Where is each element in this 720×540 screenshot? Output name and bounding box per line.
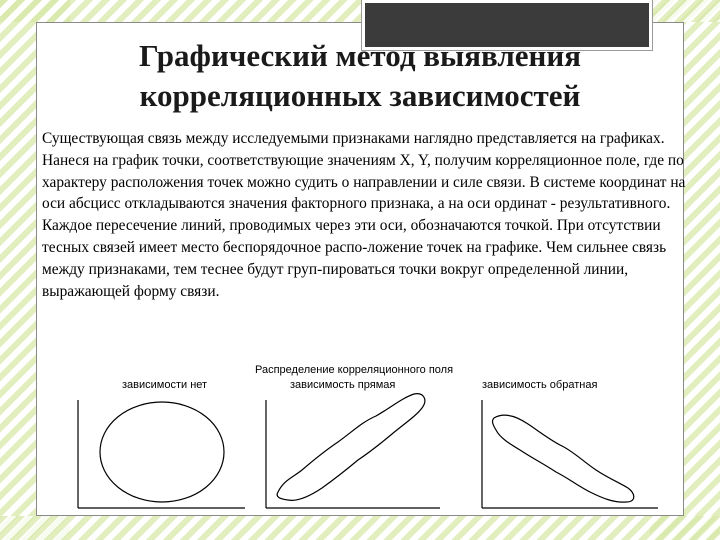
panel-label-direct: зависимость прямая [290, 379, 396, 391]
panel-no-correlation [78, 400, 245, 508]
slide-title [40, 36, 680, 116]
panel-direct-correlation [266, 394, 440, 508]
title-line-1: Графический метод выявления [139, 38, 581, 73]
figure-heading: Распределение корреляционного поля [255, 364, 454, 376]
body-paragraph: Существующая связь между исследуемыми признаками наглядно представляется на графиках. Нанеся на график точки, соответствующие значениям X, Y, получим корреляционное поле, где по характеру расположения точек можно судить о направлении и силе связи. В системе координат на оси абсцисс откладываются значения факторного признака, а на оси ординат - результативного. Каждое пересечение линий, проводимых через эти оси, обозначаются точкой. При отсутствии тесных связей имеет место беспорядочное распо-ложение точек на графике. Чем сильнее связь между признаками, тем теснее будут груп-пироваться точки вокруг определенной линии, выражающей форму связи. [42, 130, 686, 300]
correlation-field-figure [70, 360, 670, 515]
title-line-2: корреляционных зависимостей [139, 78, 581, 113]
panel3-point-cloud [493, 415, 634, 502]
decorative-stripes-bottom [0, 516, 720, 540]
panel2-point-cloud [277, 394, 425, 501]
panel1-point-cloud [100, 402, 224, 502]
panel-inverse-correlation [482, 400, 658, 508]
panel-label-none: зависимости нет [122, 379, 208, 391]
panel-label-inverse: зависимость обратная [482, 379, 598, 391]
